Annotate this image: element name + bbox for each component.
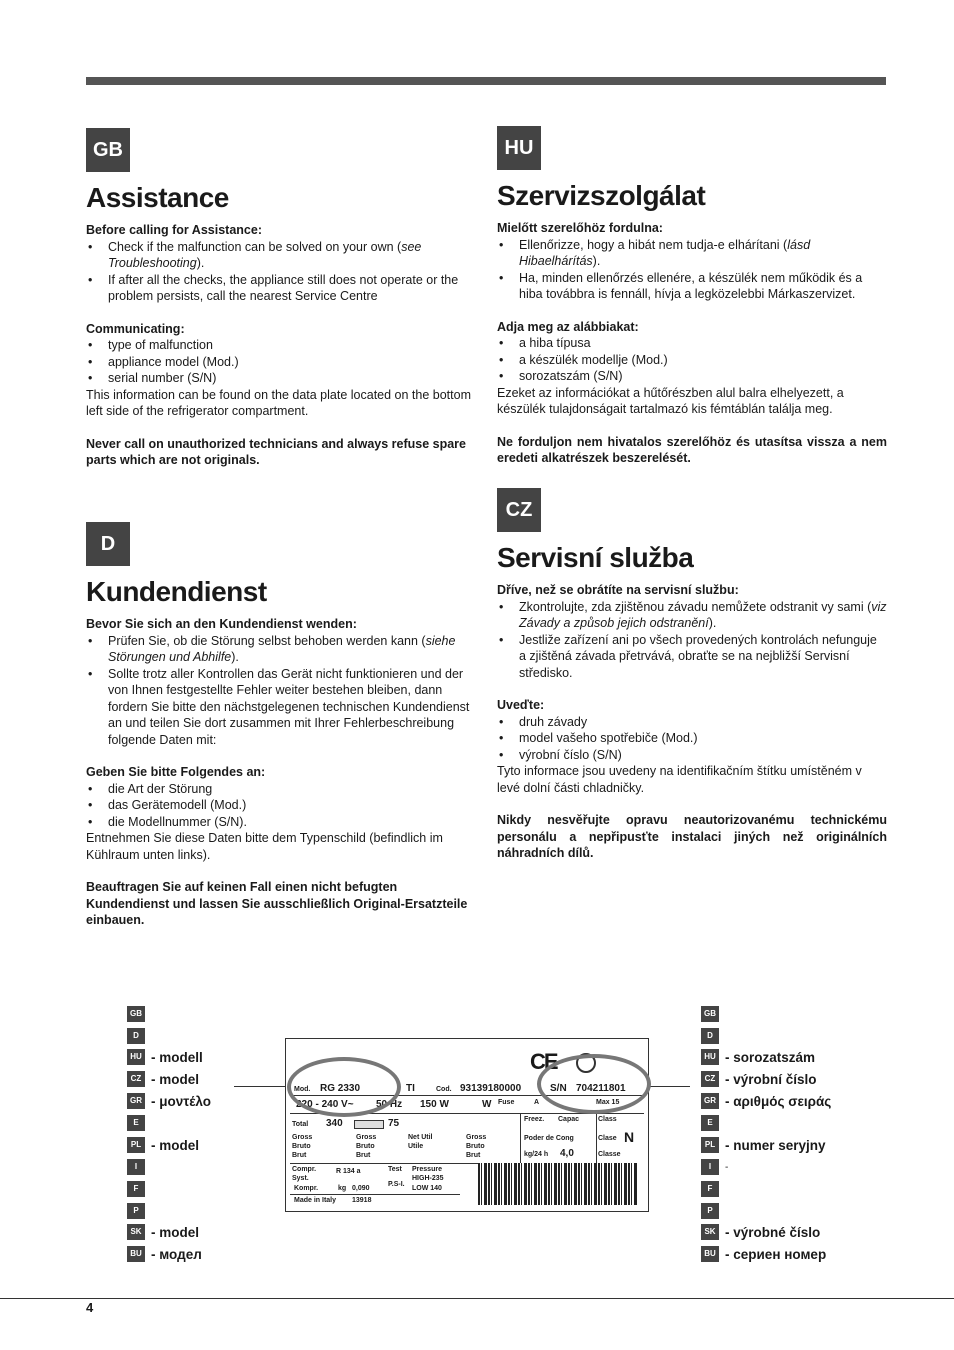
lang-row-pl [127, 1137, 199, 1153]
watts-2: W [482, 1099, 492, 1110]
lang-badge: HU [127, 1049, 145, 1065]
lang-row-cz [701, 1071, 817, 1087]
stars-value: 75 [388, 1118, 400, 1129]
comm-heading-cz: Uveďte: [497, 698, 545, 712]
list-item: • type of malfunction [86, 337, 476, 354]
before-heading-cz: Dříve, než se obrátíte na servisní službu: [497, 583, 739, 597]
badge-gb: GB [86, 128, 130, 172]
info-d: Entnehmen Sie diese Daten bitte dem Typenschild (befindlich im Kühlraum unten links). [86, 831, 443, 862]
lang-badge: BU [701, 1246, 719, 1262]
lang-label: - sorozatszám [725, 1049, 816, 1065]
made-number: 13918 [352, 1197, 372, 1204]
top-divider-bar [86, 77, 886, 85]
list-item: • výrobní číslo (S/N) [497, 747, 887, 764]
lang-row-e [127, 1115, 151, 1131]
comm-list-gb [86, 337, 476, 387]
comm-heading-hu: Adja meg az alábbiakat: [497, 319, 639, 334]
voltage: 220 - 240 V~ [296, 1099, 354, 1110]
lang-badge: P [127, 1203, 145, 1219]
lang-row-pl [701, 1137, 826, 1153]
poder-label: Poder de Cong [524, 1135, 574, 1142]
list-item: • serial number (S/N) [86, 370, 476, 387]
lang-badge: CZ [127, 1071, 145, 1087]
class-label: Class [598, 1116, 617, 1123]
class-value: N [624, 1129, 635, 1145]
plate-rule [596, 1113, 597, 1165]
lang-badge: P [701, 1203, 719, 1219]
list-item: • Zkontrolujte, zda zjištěnou závadu nemůžete odstranit vy sami (viz Závady a způsob jejich odstranění). [497, 599, 887, 632]
fuse-label: Fuse [498, 1099, 515, 1106]
section-cz [497, 488, 887, 862]
list-item: • die Modellnummer (S/N). [86, 814, 476, 831]
lang-label: - модел [151, 1246, 202, 1262]
lang-badge: F [127, 1181, 145, 1197]
title-hu: Szervizszolgálat [497, 180, 706, 211]
title-d: Kundendienst [86, 576, 267, 607]
max-label: Max 15 [596, 1099, 620, 1106]
comm-heading-d: Geben Sie bitte Folgendes an: [86, 765, 266, 779]
lang-row-gb [701, 1006, 725, 1022]
lang-row-e [701, 1115, 725, 1131]
lang-badge: I [701, 1159, 719, 1175]
gross-2: Gross Bruto Brut [356, 1134, 377, 1159]
lang-row-gr [701, 1093, 831, 1109]
lang-row-bu [701, 1246, 826, 1262]
lang-row-hu [701, 1049, 815, 1065]
kg24-label: kg/24 h [524, 1151, 549, 1158]
total-value: 340 [326, 1118, 343, 1129]
before-heading-gb: Before calling for Assistance: [86, 223, 262, 237]
list-item: • sorozatszám (S/N) [497, 368, 887, 385]
info-hu: Ezeket az információkat a hűtőrészben alul balra elhelyezett, a készülék tulajdonságait tartalmazó kis fémtáblán találja meg. [497, 385, 844, 416]
lang-row-f [127, 1181, 151, 1197]
lang-badge: D [127, 1028, 145, 1044]
clase-label: Clase [598, 1135, 617, 1142]
lang-row-cz [127, 1071, 199, 1087]
mod-value: RG 2330 [320, 1083, 361, 1094]
list-item: • appliance model (Mod.) [86, 354, 476, 371]
lang-badge: F [701, 1181, 719, 1197]
lang-badge: GB [127, 1006, 145, 1022]
title-gb: Assistance [86, 182, 229, 213]
lang-badge: GR [127, 1093, 145, 1109]
capac-label: Capac [558, 1116, 580, 1123]
lang-label: - model [151, 1071, 200, 1087]
warning-hu: Ne forduljon nem hivatalos szerelőhöz és utasítsa vissza a nem eredeti alkatrészek beszerelését. [497, 434, 887, 465]
list-item: • Ellenőrizze, hogy a hibát nem tudja-e elhárítani (lásd Hibaelhárítás). [497, 237, 887, 270]
kg24-value: 4,0 [560, 1148, 574, 1159]
model-highlight-ellipse [287, 1057, 401, 1117]
ce-mark-icon: CE [530, 1049, 557, 1074]
section-gb [86, 128, 476, 469]
kompr-label: Kompr. [294, 1185, 319, 1192]
before-list-gb [86, 239, 476, 305]
lang-label: - model [151, 1224, 200, 1240]
lang-label: - modell [151, 1049, 203, 1065]
amp-label: A [534, 1099, 540, 1106]
lang-label: - numer seryjny [725, 1137, 826, 1153]
lang-badge: SK [701, 1224, 719, 1240]
comm-heading-gb: Communicating: [86, 321, 185, 336]
compr-label: Compr. Syst. [292, 1166, 317, 1182]
watts: 150 W [420, 1099, 449, 1110]
warning-d: Beauftragen Sie auf keinen Fall einen nicht befugten Kundendienst und lassen Sie ausschließlich Original-Ersatzteile einbauen. [86, 880, 468, 927]
lang-label: - αριθμός σειράς [725, 1093, 832, 1109]
mod-label: Mod. [294, 1086, 311, 1093]
classe-label: Classe [598, 1151, 621, 1158]
lang-badge: SK [127, 1224, 145, 1240]
warning-cz: Nikdy nesvěřujte opravu neautorizovanému technickému personálu a nepřipusťte instalaci jiných než originálních náhradních dílů. [497, 813, 887, 860]
net: Net Util Utile [408, 1134, 433, 1150]
before-list-cz [497, 599, 887, 682]
cod-value: 93139180000 [460, 1083, 522, 1094]
lang-label: - výrobní číslo [725, 1071, 817, 1087]
section-hu [497, 126, 887, 467]
lang-row-i [127, 1159, 151, 1175]
gross-3: Gross Bruto Brut [466, 1134, 487, 1159]
kg-value: 0,090 [352, 1185, 370, 1192]
info-gb: This information can be found on the data plate located on the bottom left side of the refrigerator compartment. [86, 387, 471, 418]
lang-row-p [127, 1203, 151, 1219]
before-heading-d: Bevor Sie sich an den Kundendienst wenden: [86, 617, 357, 631]
list-item: • das Gerätemodell (Mod.) [86, 797, 476, 814]
comm-list-hu [497, 335, 887, 385]
plate-rule [520, 1113, 521, 1165]
lang-badge: GR [701, 1093, 719, 1109]
list-item: • model vašeho spotřebiče (Mod.) [497, 730, 887, 747]
before-heading-hu: Mielőtt szerelőhöz fordulna: [497, 221, 663, 235]
lang-label: - [725, 1161, 729, 1173]
lang-badge: PL [701, 1137, 719, 1153]
lang-row-d [701, 1028, 725, 1044]
list-item: • Prüfen Sie, ob die Störung selbst behoben werden kann (siehe Störungen und Abhilfe). [86, 633, 476, 666]
list-item: • druh závady [497, 714, 887, 731]
badge-hu: HU [497, 126, 541, 170]
lang-badge: E [701, 1115, 719, 1131]
pressure-label: Pressure HIGH-235 [412, 1166, 444, 1182]
section-d [86, 522, 476, 929]
warning-gb: Never call on unauthorized technicians and always refuse spare parts which are not originals. [86, 436, 466, 467]
lang-row-f [701, 1181, 725, 1197]
list-item: • Jestliže zařízení ani po všech provedených kontrolách nefunguje a zjištěná závada přetrvává, obraťte se na nejbližší Servisní středisko. [497, 632, 887, 682]
barcode [478, 1163, 638, 1205]
page-number: 4 [86, 1300, 94, 1315]
sn-value: 704211801 [576, 1083, 626, 1094]
lang-row-hu [127, 1049, 203, 1065]
total-label: Total [292, 1121, 309, 1128]
refrigerant-value: R 134 a [336, 1168, 361, 1175]
ti-label: TI [406, 1083, 415, 1094]
list-item: • If after all the checks, the appliance still does not operate or the problem persists, call the nearest Service Centre [86, 272, 476, 305]
lang-badge: I [127, 1159, 145, 1175]
comm-list-cz [497, 714, 887, 764]
list-item: • Check if the malfunction can be solved on your own (see Troubleshooting). [86, 239, 476, 272]
test-label: Test [388, 1166, 402, 1173]
stars-icon [354, 1120, 384, 1129]
plate-rule [290, 1194, 460, 1195]
lang-badge: CZ [701, 1071, 719, 1087]
cod-label: Cod. [436, 1086, 452, 1093]
lang-label: - сериен номер [725, 1246, 827, 1262]
lang-row-gb [127, 1006, 151, 1022]
lang-badge: HU [701, 1049, 719, 1065]
list-item: • a hiba típusa [497, 335, 887, 352]
lang-row-i [701, 1159, 728, 1175]
badge-d: D [86, 522, 130, 566]
lang-row-p [701, 1203, 725, 1219]
lang-label: - výrobné číslo [725, 1224, 821, 1240]
lang-badge: PL [127, 1137, 145, 1153]
lang-badge: D [701, 1028, 719, 1044]
serial-highlight-ellipse [537, 1054, 651, 1114]
hz: 50 Hz [376, 1099, 403, 1110]
gross-1: Gross Bruto Brut [292, 1134, 313, 1159]
list-item: • Ha, minden ellenőrzés ellenére, a készülék nem működik és a hiba továbbra is fennáll, hívja a legközelebbi Márkaszervizet. [497, 270, 887, 303]
freez-label: Freez. [524, 1116, 545, 1123]
lang-badge: GB [701, 1006, 719, 1022]
comm-list-d [86, 781, 476, 831]
info-cz: Tyto informace jsou uvedeny na identifikačním štítku umístěném v levé dolní části chladničky. [497, 764, 862, 795]
low-label: LOW 140 [412, 1185, 442, 1192]
lang-row-sk [701, 1224, 820, 1240]
kg-label: kg [338, 1185, 347, 1192]
lang-row-gr [127, 1093, 211, 1109]
lang-row-bu [127, 1246, 202, 1262]
list-item: • Sollte trotz aller Kontrollen das Gerät nicht funktionieren und der von Ihnen festgestellte Fehler weiter bestehen bleiben, dann fordern Sie bitte den nächstgelegenen technischen Kundendienst an und teilen Sie dort zusammen mit Ihrer Fehlerbeschreibung folgende Daten mit: [86, 666, 476, 749]
lang-badge: E [127, 1115, 145, 1131]
before-list-d [86, 633, 476, 749]
made-in-label: Made in Italy [294, 1197, 337, 1204]
footer-divider [0, 1298, 954, 1299]
badge-cz: CZ [497, 488, 541, 532]
before-list-hu [497, 237, 887, 303]
sn-label: S/N [550, 1083, 567, 1094]
ps-label: P.S-I. [388, 1181, 405, 1188]
list-item: • a készülék modellje (Mod.) [497, 352, 887, 369]
lang-row-sk [127, 1224, 199, 1240]
title-cz: Servisní služba [497, 542, 694, 573]
list-item: • die Art der Störung [86, 781, 476, 798]
lang-label: - model [151, 1137, 200, 1153]
lang-label: - μοντέλο [151, 1093, 211, 1109]
lang-badge: BU [127, 1246, 145, 1262]
lang-row-d [127, 1028, 151, 1044]
